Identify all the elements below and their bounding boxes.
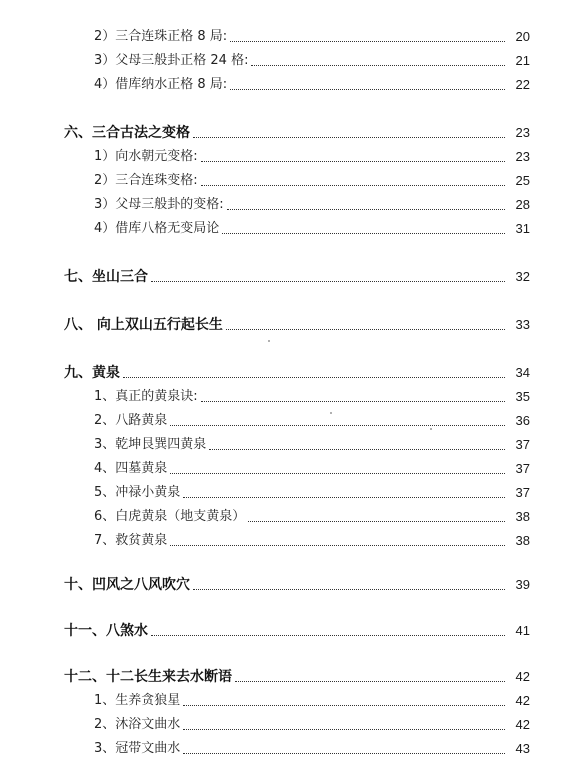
toc-entry-title: 1、生养贪狼星 [94, 693, 181, 708]
toc-page-number: 20 [515, 29, 530, 44]
toc-page-number: 42 [515, 669, 530, 684]
toc-entry-title: 3）父母三般卦的变格: [94, 197, 224, 212]
toc-entry-title: 5、冲禄小黄泉 [94, 485, 181, 500]
scan-speck [330, 412, 332, 414]
toc-entry-title: 七、坐山三合 [64, 269, 148, 285]
toc-sub-entry[interactable] [0, 70, 576, 94]
toc-entry-title: 六、三合古法之变格 [64, 125, 190, 141]
toc-sub-entry[interactable] [0, 686, 576, 710]
toc-entry-title: 十二、十二长生来去水断语 [64, 669, 232, 685]
toc-sub-entry[interactable] [0, 382, 576, 406]
toc-section-entry[interactable] [0, 262, 576, 286]
toc-dot-leader [235, 680, 505, 682]
toc-dot-leader [209, 448, 505, 450]
toc-page-number: 34 [515, 365, 530, 380]
toc-entry-title: 4）借库八格无变局论 [94, 221, 220, 236]
toc-entry-title: 2）三合连珠变格: [94, 173, 198, 188]
toc-page-number: 23 [515, 149, 530, 164]
toc-page-number: 39 [515, 577, 530, 592]
toc-entry-title: 3、冠带文曲水 [94, 741, 181, 756]
toc-page-number: 32 [515, 269, 530, 284]
scan-speck [268, 340, 270, 342]
toc-entry-title: 九、黄泉 [64, 365, 120, 381]
toc-entry-title: 十、凹风之八风吹穴 [64, 577, 190, 593]
toc-dot-leader [183, 496, 505, 498]
toc-entry-title: 2、沐浴文曲水 [94, 717, 181, 732]
toc-dot-leader [251, 64, 505, 66]
toc-section-entry[interactable] [0, 358, 576, 382]
toc-sub-entry[interactable] [0, 406, 576, 430]
toc-entry-title: 3、乾坤艮巽四黄泉 [94, 437, 207, 452]
toc-page-number: 36 [515, 413, 530, 428]
toc-dot-leader [193, 588, 505, 590]
toc-page-number: 41 [515, 623, 530, 638]
toc-section-entry[interactable] [0, 118, 576, 142]
toc-sub-entry[interactable] [0, 142, 576, 166]
toc-dot-leader [183, 704, 505, 706]
toc-entry-title: 2、八路黄泉 [94, 413, 168, 428]
toc-sub-entry[interactable] [0, 190, 576, 214]
toc-dot-leader [201, 184, 505, 186]
toc-section-entry[interactable] [0, 570, 576, 594]
toc-entry-title: 1）向水朝元变格: [94, 149, 198, 164]
toc-entry-title: 2）三合连珠正格 8 局: [94, 29, 228, 44]
toc-dot-leader [201, 160, 505, 162]
toc-dot-leader [193, 136, 505, 138]
toc-entry-title: 6、白虎黄泉（地支黄泉） [94, 509, 246, 524]
toc-dot-leader [230, 40, 505, 42]
toc-page-number: 37 [515, 485, 530, 500]
toc-dot-leader [170, 472, 505, 474]
toc-page-number: 42 [515, 693, 530, 708]
toc-sub-entry[interactable] [0, 478, 576, 502]
toc-section-entry[interactable] [0, 662, 576, 686]
toc-page-number: 23 [515, 125, 530, 140]
toc-page-number: 43 [515, 741, 530, 756]
toc-dot-leader [230, 88, 505, 90]
toc-page-number: 25 [515, 173, 530, 188]
toc-entry-title: 十一、八煞水 [64, 623, 148, 639]
toc-page-number: 38 [515, 509, 530, 524]
toc-sub-entry[interactable] [0, 166, 576, 190]
toc-section-entry[interactable] [0, 616, 576, 640]
toc-sub-entry[interactable] [0, 214, 576, 238]
toc-sub-entry[interactable] [0, 710, 576, 734]
toc-dot-leader [151, 634, 505, 636]
toc-page-number: 31 [515, 221, 530, 236]
toc-section-entry[interactable] [0, 310, 576, 334]
toc-sub-entry[interactable] [0, 454, 576, 478]
toc-sub-entry[interactable] [0, 502, 576, 526]
toc-sub-entry[interactable] [0, 430, 576, 454]
toc-entry-title: 7、救贫黄泉 [94, 533, 168, 548]
toc-page-number: 21 [515, 53, 530, 68]
toc-page-number: 37 [515, 437, 530, 452]
toc-sub-entry[interactable] [0, 526, 576, 550]
toc-page-number: 22 [515, 77, 530, 92]
toc-dot-leader [226, 328, 505, 330]
toc-dot-leader [248, 520, 505, 522]
toc-entry-title: 八、 向上双山五行起长生 [64, 317, 223, 333]
toc-sub-entry[interactable] [0, 734, 576, 758]
toc-page-number: 33 [515, 317, 530, 332]
scan-speck [430, 428, 432, 430]
toc-page-number: 28 [515, 197, 530, 212]
toc-page-number: 35 [515, 389, 530, 404]
toc-dot-leader [170, 424, 505, 426]
toc-dot-leader [222, 232, 505, 234]
toc-entry-title: 1、真正的黄泉诀: [94, 389, 198, 404]
toc-entry-title: 4、四墓黄泉 [94, 461, 168, 476]
toc-sub-entry[interactable] [0, 22, 576, 46]
toc-page-number: 38 [515, 533, 530, 548]
toc-dot-leader [183, 728, 505, 730]
toc-sub-entry[interactable] [0, 46, 576, 70]
toc-dot-leader [227, 208, 505, 210]
toc-page-number: 42 [515, 717, 530, 732]
toc-entry-title: 3）父母三般卦正格 24 格: [94, 53, 249, 68]
toc-entry-title: 4）借库纳水正格 8 局: [94, 77, 228, 92]
toc-dot-leader [151, 280, 505, 282]
toc-dot-leader [201, 400, 505, 402]
toc-dot-leader [183, 752, 505, 754]
toc-dot-leader [170, 544, 505, 546]
toc-dot-leader [123, 376, 505, 378]
toc-page-number: 37 [515, 461, 530, 476]
